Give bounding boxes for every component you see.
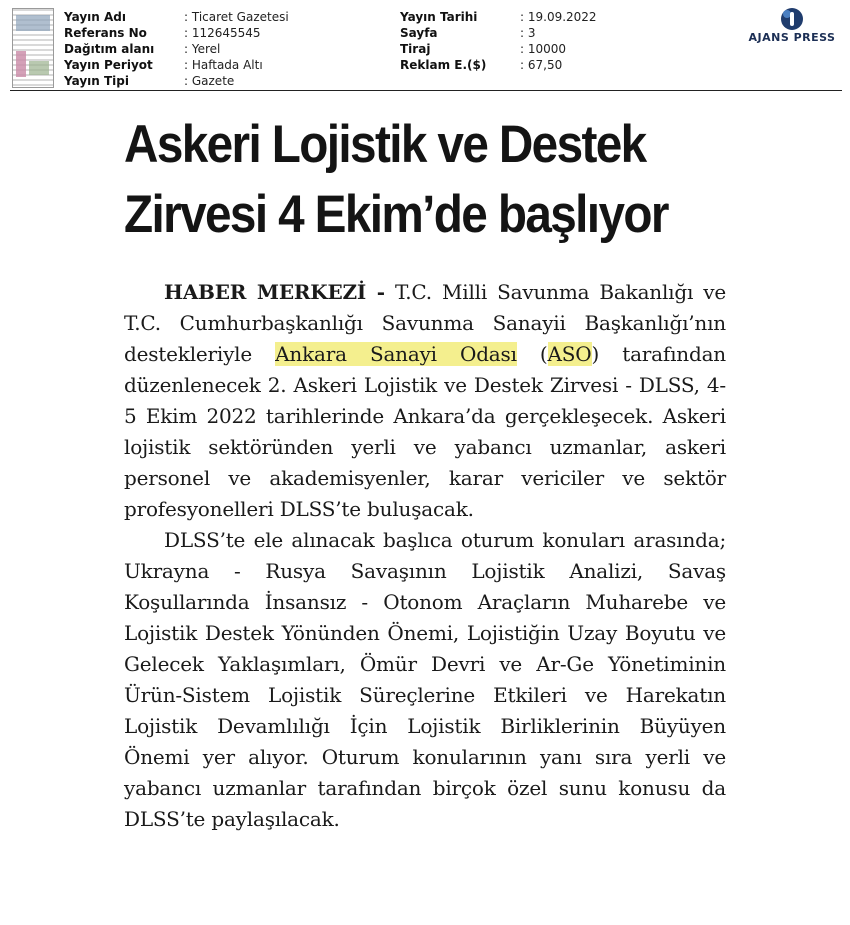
meta-value: : 3 xyxy=(520,26,536,40)
meta-label: Referans No xyxy=(64,26,147,40)
headline-line: Zirvesi 4 Ekim’de başlıyor xyxy=(124,185,668,244)
meta-label: Reklam E.($) xyxy=(400,58,487,72)
meta-value: : 19.09.2022 xyxy=(520,10,597,24)
thumbnail-photo-block xyxy=(16,15,50,31)
ajans-press-logo-icon xyxy=(781,8,803,30)
highlighted-term: ASO xyxy=(547,342,592,366)
meta-row xyxy=(64,73,289,89)
thumbnail-ad-block xyxy=(16,51,26,77)
headline-line: Askeri Lojistik ve Destek xyxy=(124,115,646,174)
meta-row xyxy=(64,9,289,25)
meta-label: Yayın Adı xyxy=(64,10,126,24)
meta-row xyxy=(64,57,289,73)
publication-info-right xyxy=(400,9,597,73)
meta-value: : Yerel xyxy=(184,42,221,56)
meta-value: : 112645545 xyxy=(184,26,261,40)
meta-value: : Haftada Altı xyxy=(184,58,263,72)
article-paragraph xyxy=(124,277,726,525)
meta-label: Yayın Periyot xyxy=(64,58,153,72)
article-headline xyxy=(124,110,763,250)
dateline: HABER MERKEZİ - xyxy=(164,280,385,304)
meta-label: Yayın Tipi xyxy=(64,74,129,88)
meta-label: Dağıtım alanı xyxy=(64,42,155,56)
article-paragraph: DLSS’te ele alınacak başlıca oturum konuları arasında; Ukrayna - Rusya Savaşının Lojistik Analizi, Savaş Koşullarında İnsansız - Otonom Araçların Muharebe ve Lojistik Destek Yönünden Önemi, Lojistiğin Uzay Boyutu ve Gelecek Yaklaşımları, Ömür Devri ve Ar-Ge Yönetiminin Ürün-Sistem Lojistik Süreçlerine Etkileri ve Harekatın Lojistik Devamlılığı İçin Lojistik Birliklerinin Büyüyen Önemi yer alıyor. Oturum konularının yanı sıra yerli ve yabancı uzmanlar tarafından birçok özel sunu konusu da DLSS’te paylaşılacak. xyxy=(124,528,726,831)
meta-value: : Ticaret Gazetesi xyxy=(184,10,289,24)
ajans-press-logo-text: AJANS PRESS xyxy=(748,31,836,44)
meta-row xyxy=(400,9,597,25)
paragraph-text: ( xyxy=(516,342,548,366)
meta-row xyxy=(64,41,289,57)
meta-value: : 67,50 xyxy=(520,58,563,72)
meta-label: Tiraj xyxy=(400,42,431,56)
meta-row xyxy=(64,25,289,41)
meta-value: : Gazete xyxy=(184,74,235,88)
meta-value: : 10000 xyxy=(520,42,567,56)
meta-row xyxy=(400,57,597,73)
meta-label: Yayın Tarihi xyxy=(400,10,478,24)
meta-row xyxy=(400,41,597,57)
highlighted-term: Ankara Sanayi Odası xyxy=(275,342,517,366)
meta-row xyxy=(400,25,597,41)
publication-info-left xyxy=(64,9,289,89)
paragraph-text: ) tarafından düzenlenecek 2. Askeri Lojistik ve Destek Zirvesi - DLSS, 4-5 Ekim 2022 tarihlerinde Ankara’da gerçekleşecek. Askeri lojistik sektöründen yerli ve yabancı uzmanlar, askeri personel ve akademisyenler, karar vericiler ve sektör profesyonelleri DLSS’te buluşacak. xyxy=(124,342,726,521)
meta-label: Sayfa xyxy=(400,26,438,40)
header-divider xyxy=(10,90,842,91)
ajans-press-logo xyxy=(742,8,842,44)
paragraph-text: T.C. Milli Savunma Bakanlığı ve T.C. Cumhurbaşkanlığı Savunma Sanayii Başkanlığı’nın destekleriyle xyxy=(124,280,727,366)
article-body xyxy=(124,277,726,835)
thumbnail-image-block xyxy=(29,61,49,75)
page-thumbnail xyxy=(12,8,54,88)
